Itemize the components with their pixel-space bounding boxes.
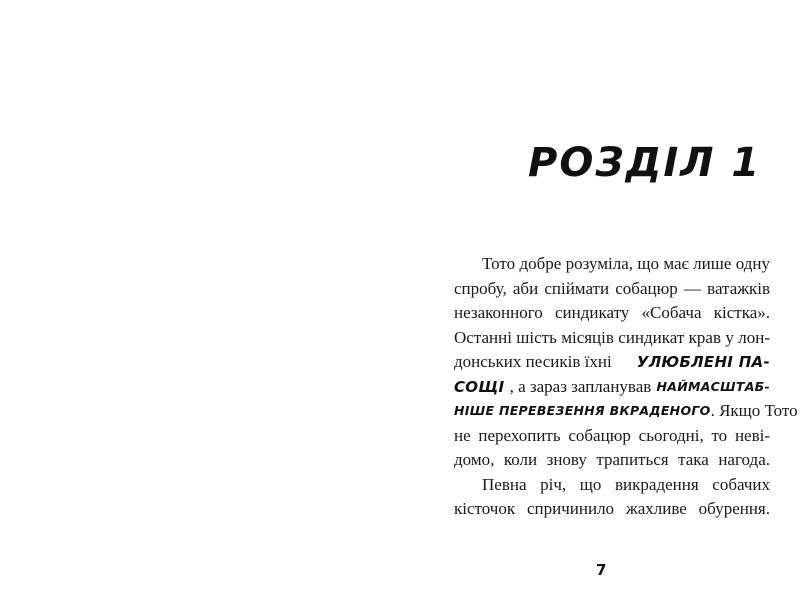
chapter-title: РОЗДІЛ 1 [528,140,762,186]
text-line-content: незаконного синдикату «Собача кістка». [454,303,770,322]
body-text [454,252,798,522]
emphasis-text: НАЙМАСШТАБ- [656,378,770,394]
text-line-content: донських песиків їхні [454,352,612,371]
text-line [454,497,770,522]
text-line-content: Останні шість місяців синдикат крав у лон- [454,327,770,347]
emphasis-text: НІШЕ ПЕРЕВЕЗЕННЯ ВКРАДЕНОГО [454,403,711,418]
text-line [454,301,770,326]
text-line-content: Певна річ, що викрадення собачих [482,474,770,494]
emphasis-text: УЛЮБЛЕНІ ПА- [636,353,770,371]
text-line [454,424,770,449]
text-line [454,326,770,351]
emphasis-text: СОЩІ [454,377,505,396]
text-line [454,252,770,277]
text-line-content: спробу, аби спіймати собацюр — ватажків [454,278,770,298]
text-line [454,473,770,498]
text-line-content: кісточок спричинило жахливе обурення. [454,499,770,518]
text-line [454,448,770,473]
page-number: 7 [596,561,607,579]
text-line-content: домо, коли знову трапиться така нагода. [454,450,770,469]
text-line [454,399,798,424]
text-line-content: , а зараз запланував [509,376,652,396]
text-line [454,375,770,400]
text-line-content: не перехопить собацюр сьогодні, то неві- [454,425,770,445]
text-line [454,277,770,302]
text-line-content: . Якщо Тото [710,401,798,420]
text-line [454,350,770,375]
text-line-content: Тото добре розуміла, що має лише одну [482,254,770,273]
